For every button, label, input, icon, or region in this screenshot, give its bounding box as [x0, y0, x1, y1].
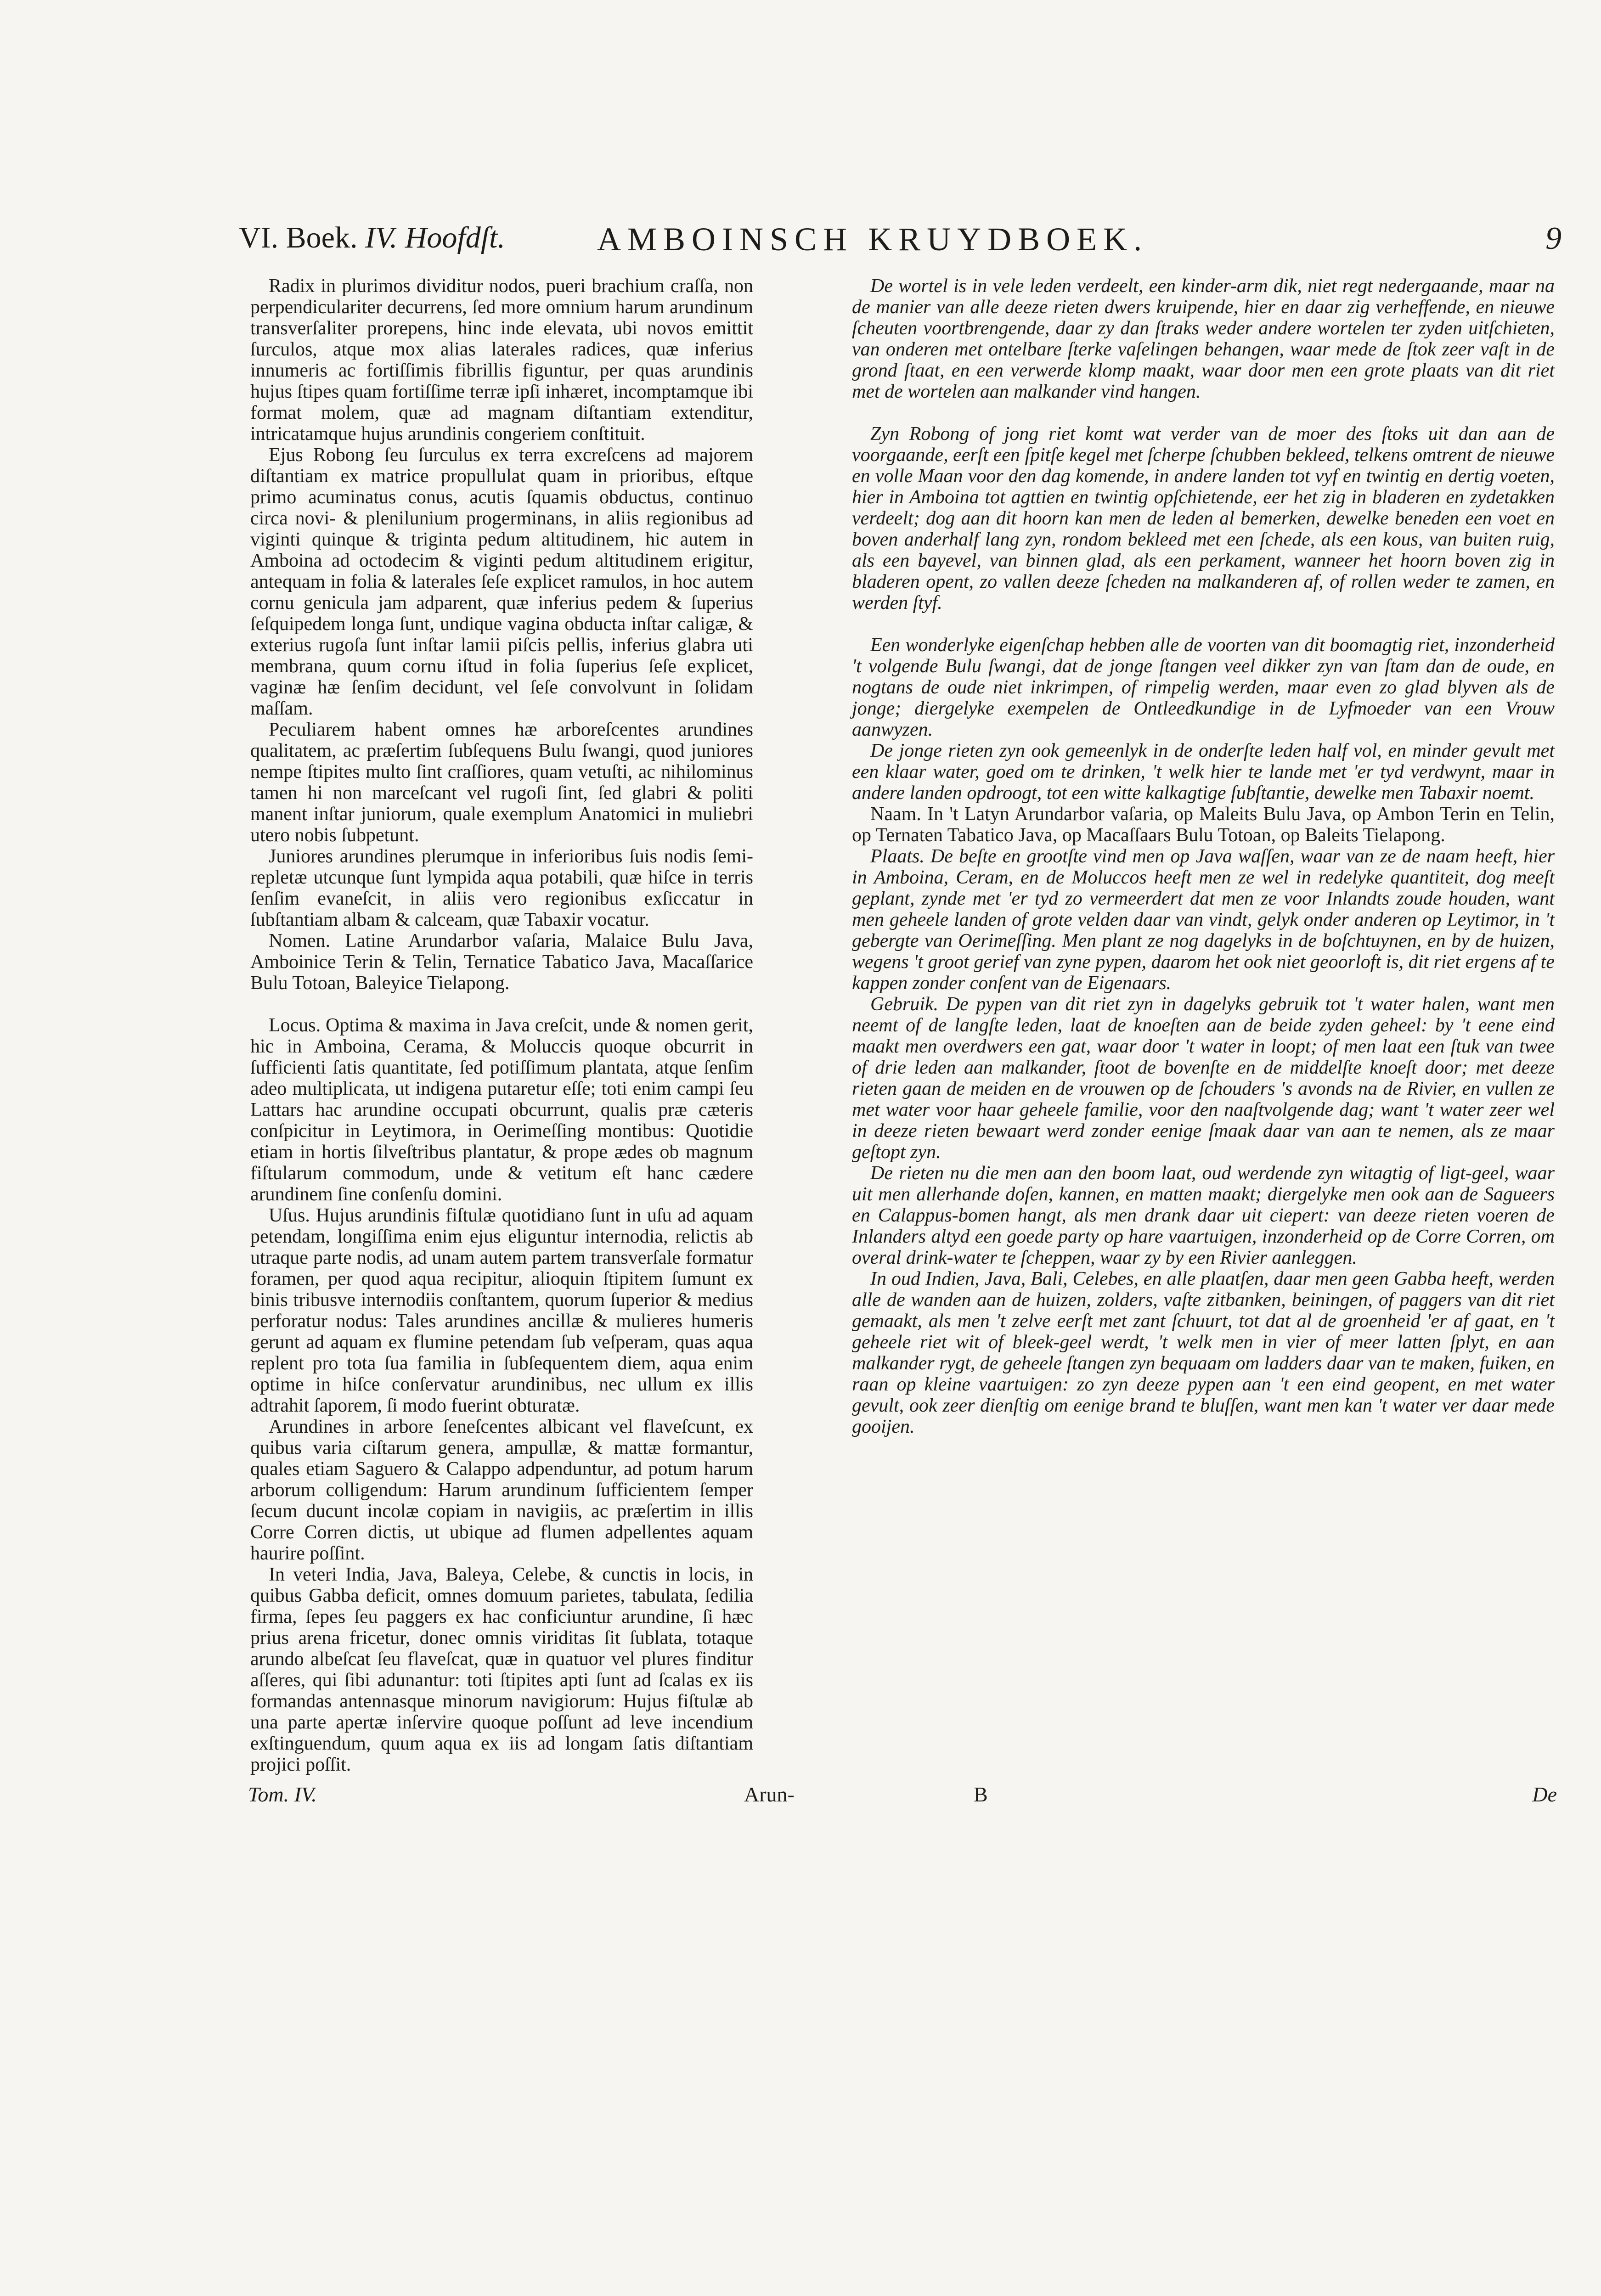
latin-paragraph: Radix in plurimos dividitur nodos, pueri brachium craſſa, non perpendiculariter decurrens, ſed more omnium harum arundinum transverſaliter prorepens, hinc inde elevata, ubi novos emittit ſurculos, atque mox alias laterales radices, quæ inferius innumeris ac fortiſſimis fibrillis figuntur, per quas arundinis hujus ſtipes quam fortiſſime terræ ipſi inhæret, incomptamque ibi format molem, quæ ad magnam diſtantiam extenditur, intricatamque hujus arundinis congeriem conſtituit. [250, 276, 753, 445]
book-chapter-label [239, 220, 505, 255]
catchword-right: De [1532, 1783, 1557, 1806]
volume-label: Tom. IV. [248, 1783, 317, 1806]
latin-paragraph: Arundines in arbore ſeneſcentes albicant vel flaveſcunt, ex quibus varia ciſtarum genera, ampullæ, & mattæ formantur, quales etiam Saguero & Calappo adpenduntur, ad potum harum arborum colligendum: Harum arundinum ſufficientem ſemper ſecum ducunt incolæ copiam in navigiis, ac præſertim in illis Corre Corren dictis, ut ubique ad flumen adpellentes aquam haurire poſſint. [250, 1416, 753, 1564]
latin-paragraph: Juniores arundines plerumque in inferioribus ſuis nodis ſemi-repletæ utcunque ſunt lympida aqua potabili, quæ hiſce in terris ſenſim evaneſcit, in aliis vero regionibus exſiccatur in ſubſtantiam albam & calceam, quæ Tabaxir vocatur. [250, 846, 753, 930]
chapter-label: IV. Hoofdſt. [365, 221, 505, 254]
latin-paragraph: Ejus Robong ſeu ſurculus ex terra excreſcens ad majorem diſtantiam ex matrice propullulat quam in prioribus, eſtque primo acuminatus conus, acutis ſquamis obductus, continuo circa novi- & plenilunium progerminans, in aliis regionibus ad viginti quinque & triginta pedum altitudinem, hic autem in Amboina ad octodecim & viginti pedum altitudinem erigitur, antequam in folia & laterales ſeſe explicet ramulos, in hoc autem cornu genicula jam adparent, quæ inferius pedem & ſuperius ſeſquipedem longa ſunt, undique vagina obducta inſtar caligæ, & exterius rugoſa ſunt inſtar lamii piſcis pellis, inferius glabra uti membrana, quum cornu iſtud in folia ſuperius ſeſe explicet, vaginæ hæ ſenſim decidunt, vel ſeſe convolvunt in ſolidam maſſam. [250, 445, 753, 719]
page-number: 9 [1545, 221, 1562, 256]
dutch-paragraph: In oud Indien, Java, Bali, Celebes, en alle plaatſen, daar men geen Gabba heeft, werden alle de wanden aan de huizen, zolders, vaſte zitbanken, beiningen, of paggers van dit riet gemaakt, als men 't zelve eerſt met zant ſchuurt, tot dat al de groenheid 'er af gaat, en 't geheele riet wit of bleek-geel werdt, 't welk men in vier of meer latten ſplyt, en aan malkander rygt, de geheele ſtangen zyn bequaam om ladders daar van te maken, fuiken, en raan op kleine vaartuigen: zo zyn deeze pypen aan 't een eind geopent, en met water gevult, ook zeer dienſtig om eenige brand te bluſſen, want men kan 't water ver daar mede gooijen. [852, 1268, 1555, 1437]
dutch-paragraph: Een wonderlyke eigenſchap hebben alle de voorten van dit boomagtig riet, inzonderheid 't volgende Bulu ſwangi, dat de jonge ſtangen veel dikker zyn van ſtam dan de oude, en nogtans de oude niet inkrimpen, of rimpelig werden, maar even zo glad blyven als de jonge; diergelyke exempelen de Ontleedkundige in de Lyfmoeder van een Vrouw aanwyzen. [852, 635, 1555, 740]
latin-paragraph: Nomen. Latine Arundarbor vaſaria, Malaice Bulu Java, Amboinice Terin & Telin, Ternatice Tabatico Java, Macaſſarice Bulu Totoan, Baleyice Tielapong. [250, 930, 753, 994]
latin-paragraph: Uſus. Hujus arundinis fiſtulæ quotidiano ſunt in uſu ad aquam petendam, longiſſima enim ejus eliguntur internodia, relictis ab utraque parte nodis, ad unam autem partem transverſale formatur foramen, per quod aqua recipitur, alioquin ſtipitem ſumunt ex binis tribusve internodiis conſtantem, quorum ſuperior & medius perforatur nodus: Tales arundines ancillæ & mulieres humeris gerunt ad aquam ex flumine petendam ſub veſperam, quas aqua replent pro tota ſua familia in ſubſequentem diem, aqua enim optime in hiſce conſervatur arundinibus, nec ullum ex illis adtrahit ſaporem, ſi modo fuerint obturatæ. [250, 1205, 753, 1416]
latin-paragraph: Locus. Optima & maxima in Java creſcit, unde & nomen gerit, hic in Amboina, Cerama, & Moluccis quoque obcurrit in ſufficienti ſatis quantitate, ſed potiſſimum plantata, atque ſenſim adeo multiplicata, ut indigena putaretur eſſe; toti enim campi ſeu Lattars hac arundine occupati obcurrunt, qualis præ cæteris conſpicitur in Leytimora, in Oerimeſſing montibus: Quotidie etiam in hortis ſilveſtribus plantatur, & prope ædes ob magnum fiſtularum commodum, unde & vetitum eſt hanc cædere arundinem ſine conſenſu domini. [250, 1015, 753, 1205]
running-title: AMBOINSCH KRUYDBOEK. [597, 221, 1149, 258]
dutch-paragraph: Plaats. De beſte en grootſte vind men op Java waſſen, waar van ze de naam heeft, hier in Amboina, Ceram, en de Moluccos heeft men ze wel in redelyke quantiteit, dog meeſt geplant, zynde met 'er tyd zo vermeerdert dat men ze voor Inlandts zoude houden, want men geheele landen of grote velden daar van vindt, gelyk onder anderen op Leytimor, in 't gebergte van Oerimeſſing. Men plant ze nog dagelyks in de boſchtuynen, en by de huizen, wegens 't groot gerief van zyne pypen, daarom het ook niet geoorloft is, dit riet ergens af te kappen zonder conſent van de Eigenaars. [852, 846, 1555, 994]
catchword-left: Arun- [744, 1783, 795, 1806]
dutch-paragraph: Gebruik. De pypen van dit riet zyn in dagelyks gebruik tot 't water halen, want men neemt of de langſte leden, laat de knoeſten aan de beide zyden geheel: by 't eene eind maakt men overdwers een gat, waar door 't water in loopt; of men laat een ſtuk van twee of drie leden aan malkander, ſtoot de bovenſte en de middelſte knoeſt door; met deeze rieten gaan de meiden en de vrouwen op de ſchouders 's avonds na de Rivier, en vullen ze met water voor haar geheele familie, voor den naaſtvolgende dag; want 't water zeer wel in deeze rieten bewaart werd zonder eenige ſmaak daar van aan te nemen, als ze maar geſtopt zyn. [852, 994, 1555, 1163]
text-columns [239, 276, 1562, 1775]
dutch-paragraph: De wortel is in vele leden verdeelt, een kinder-arm dik, niet regt nedergaande, maar na de manier van alle deeze rieten dwers kruipende, hier en daar zig verheffende, en nieuwe ſcheuten voortbrengende, daar zy dan ſtraks weder andere wortelen ter zyden uitſchieten, van onderen met ontelbare ſterke vaſelingen behangen, waar mede de ſtok zeer vaſt in de grond ſtaat, en een verwerde klomp maakt, waar door men een grote plaats van dit riet met de wortelen aan malkander vind hangen. [852, 276, 1555, 402]
page-footer [239, 1782, 1562, 1809]
dutch-paragraph: Zyn Robong of jong riet komt wat verder van de moer des ſtoks uit dan aan de voorgaande, eerſt een ſpitſe kegel met ſcherpe ſchubben bekleed, telkens omtrent de nieuwe en volle Maan voor den dag komende, in andere landen tot vyf en twintig en dertig voeten, hier in Amboina tot agttien en twintig opſchietende, eer het zig in bladeren en zydetakken verdeelt; dog aan dit hoorn kan men de leden al bemerken, dewelke beneden een voet en boven anderhalf lang zyn, rondom bekleed met een ſchede, als een kous, van buiten ruig, als een bayevel, van binnen glad, als een perkament, wanneer het hoorn boven zig in bladeren opent, zo vallen deeze ſcheden na malkanderen af, of rollen weder te zamen, en werden ſtyf. [852, 423, 1555, 613]
book-label: VI. Boek. [239, 221, 358, 254]
dutch-paragraph: De jonge rieten zyn ook gemeenlyk in de onderſte leden half vol, en minder gevult met een klaar water, goed om te drinken, 't welk hier te lande met 'er tyd verdwynt, maar in andere landen opdroogt, tot een witte kalkagtige ſubſtantie, dewelke men Tabaxir noemt. [852, 740, 1555, 804]
dutch-paragraph: De rieten nu die men aan den boom laat, oud werdende zyn witagtig of ligt-geel, waar uit men allerhande doſen, kannen, en matten maakt; diergelyke men ook aan de Sagueers en Calappus-bomen hangt, als men drank daar uit ciepert: van deeze rieten voeren de Inlanders altyd een goede party op hare vaartuigen, inzonderheid op de Corre Corren, om overal drink-water te ſcheppen, waar zy by een Rivier aanleggen. [852, 1163, 1555, 1268]
dutch-column [852, 276, 1555, 1775]
latin-paragraph: In veteri India, Java, Baleya, Celebe, & cunctis in locis, in quibus Gabba deficit, omnes domuum parietes, tabulata, ſedilia firma, ſepes ſeu paggers ex hac conficiuntur arundine, ſi hæc prius arena fricetur, donec omnis viriditas ſit ſublata, totaque arundo albeſcat ſeu flaveſcat, quæ in quatuor vel plures finditur aſſeres, qui ſibi adunantur: toti ſtipites apti ſunt ad ſcalas ex iis formandas antennasque minorum navigiorum: Hujus fiſtulæ ab una parte apertæ inſervire quoque poſſunt ad leve incendium exſtinguendum, quum aqua ex iis ad longam ſatis diſtantiam projici poſſit. [250, 1564, 753, 1775]
latin-paragraph: Peculiarem habent omnes hæ arboreſcentes arundines qualitatem, ac præſertim ſubſequens Bulu ſwangi, quod juniores nempe ſtipites multo ſint craſſiores, quam vetuſti, ac nihilominus tamen hi non marceſcant vel rugoſi ſint, ſed glabri & politi manent inſtar juniorum, quale exemplum Anatomici in muliebri utero nobis ſubpetunt. [250, 719, 753, 846]
dutch-paragraph: Naam. In 't Latyn Arundarbor vaſaria, op Maleits Bulu Java, op Ambon Terin en Telin, op Ternaten Tabatico Java, op Macaſſaars Bulu Totoan, op Baleits Tielapong. [852, 804, 1555, 846]
latin-column [250, 276, 753, 1775]
signature-mark: B [974, 1783, 988, 1806]
running-header [239, 216, 1562, 266]
